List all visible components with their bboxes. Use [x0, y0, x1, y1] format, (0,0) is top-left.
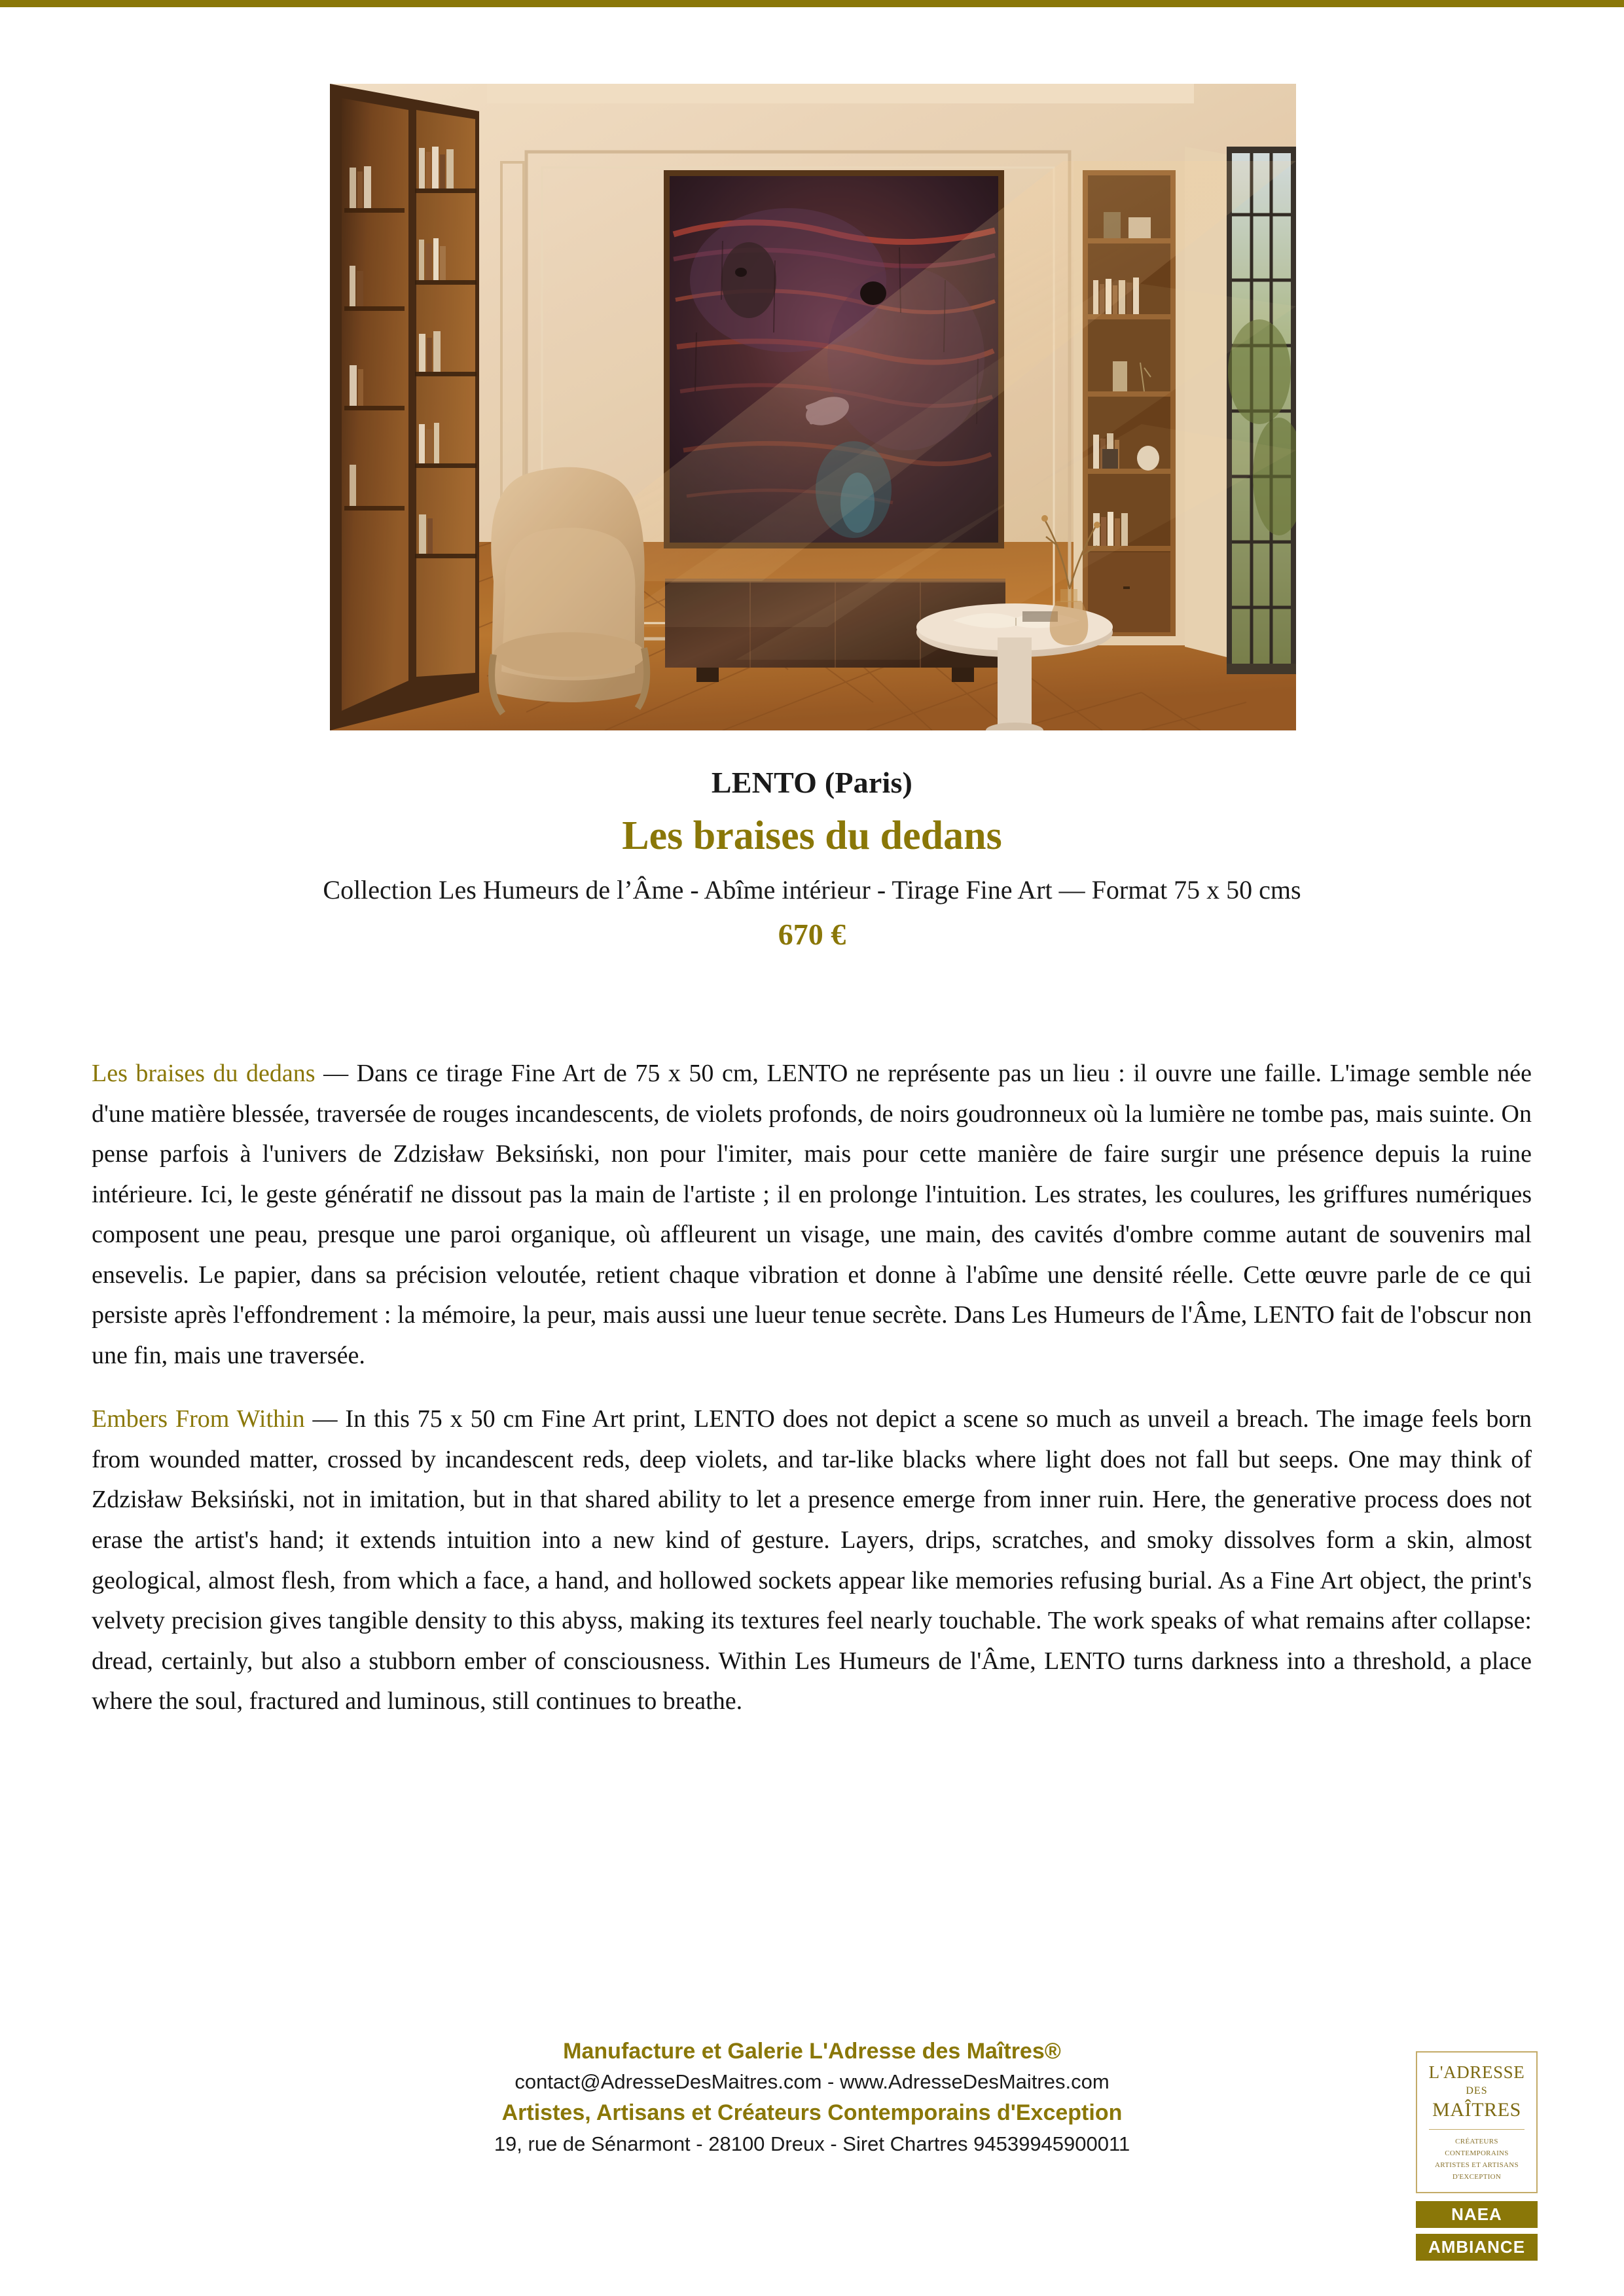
top-gold-rule: [0, 0, 1624, 7]
logo-subtitle-3: D'EXCEPTION: [1452, 2173, 1502, 2181]
artwork-subtitle: Collection Les Humeurs de l’Âme - Abîme intérieur - Tirage Fine Art — Format 75 x 50 cms: [323, 874, 1301, 905]
footer-company-name: Manufacture et Galerie L'Adresse des Maîtres®: [563, 2039, 1061, 2064]
paragraph-english: [92, 1399, 1532, 1721]
logo-card: [1416, 2051, 1538, 2193]
artwork-room-photo: [330, 84, 1296, 730]
logo-subtitle-1: CRÉATEURS CONTEMPORAINS: [1445, 2137, 1509, 2157]
badge-naea: NAEA: [1416, 2201, 1538, 2228]
footer-address-line: 19, rue de Sénarmont - 28100 Dreux - Siret Chartres 94539945900011: [494, 2132, 1130, 2155]
logo-line-adresse: L'ADRESSE: [1428, 2062, 1525, 2082]
footer: [0, 2036, 1624, 2159]
page-title: Les braises du dedans: [622, 814, 1002, 859]
title-block: [0, 764, 1624, 954]
badge-ambiance: AMBIANCE: [1416, 2234, 1538, 2261]
paragraph-french-text: — Dans ce tirage Fine Art de 75 x 50 cm, LENTO ne représente pas un lieu : il ouvre une faille. L'image semble née d'une matière blessée, traversée de rouges incandescents, de violets profonds, de noirs goudronneux où la lumière ne tombe pas, mais suinte. On pense parfois à l'univers de Zdzisław Beksiński, non pour l'imiter, mais pour cette manière de faire surgir une présence depuis la ruine intérieure. Ici, le geste génératif ne dissout pas la main de l'artiste ; il en prolonge l'intuition. Les strates, les coulures, les griffures numériques composent une peau, presque une paroi organique, où affleurent un visage, une main, des cavités d'ombre comme autant de souvenirs mal ensevelis. Le papier, dans sa précision veloutée, retient chaque vibration et donne à l'abîme une densité réelle. Cette œuvre parle de ce qui persiste après l'effondrement : la mémoire, la peur, mais aussi une lueur tenue secrète. Dans Les Humeurs de l'Âme, LENTO fait de l'obscur non une fin, mais une traversée.: [92, 1060, 1532, 1369]
description-body: [92, 1054, 1532, 1746]
footer-contact-line[interactable]: contact@AdresseDesMaitres.com - www.AdresseDesMaitres.com: [514, 2070, 1110, 2094]
artwork-price: 670 €: [778, 917, 846, 951]
logo-line-maitres: MAÎTRES: [1432, 2099, 1521, 2121]
paragraph-french: [92, 1054, 1532, 1376]
brand-logo-block: [1416, 2051, 1538, 2261]
room-scene-illustration: [330, 84, 1296, 730]
paragraph-french-lead: Les braises du dedans: [92, 1060, 316, 1087]
logo-subtitle-2: ARTISTES ET ARTISANS: [1435, 2161, 1519, 2170]
paragraph-english-lead: Embers From Within: [92, 1405, 305, 1433]
artist-name: LENTO (Paris): [711, 766, 913, 799]
paragraph-english-text: — In this 75 x 50 cm Fine Art print, LENTO does not depict a scene so much as unveil a breach. The image feels born from wounded matter, crossed by incandescent reds, deep violets, and tar-like blacks where light does not fall but seeps. One may think of Zdzisław Beksiński, not in imitation, but in that shared ability to let a presence emerge from inner ruin. Here, the generative process does not erase the artist's hand; it extends intuition into a new kind of gesture. Layers, drips, scratches, and smoky dissolves form a skin, almost geological, almost flesh, from which a face, a hand, and hollowed sockets appear like memories refusing burial. As a Fine Art object, the print's velvety precision gives tangible density to this abyss, making its textures feel nearly touchable. The work speaks of what remains after collapse: dread, certainly, but also a stubborn ember of consciousness. Within Les Humeurs de l'Âme, LENTO turns darkness into a threshold, a place where the soul, fractured and luminous, still continues to breathe.: [92, 1405, 1532, 1715]
footer-tagline: Artistes, Artisans et Créateurs Contemporains d'Exception: [501, 2100, 1123, 2126]
logo-line-des: DES: [1466, 2085, 1488, 2096]
logo-divider: [1429, 2129, 1525, 2130]
